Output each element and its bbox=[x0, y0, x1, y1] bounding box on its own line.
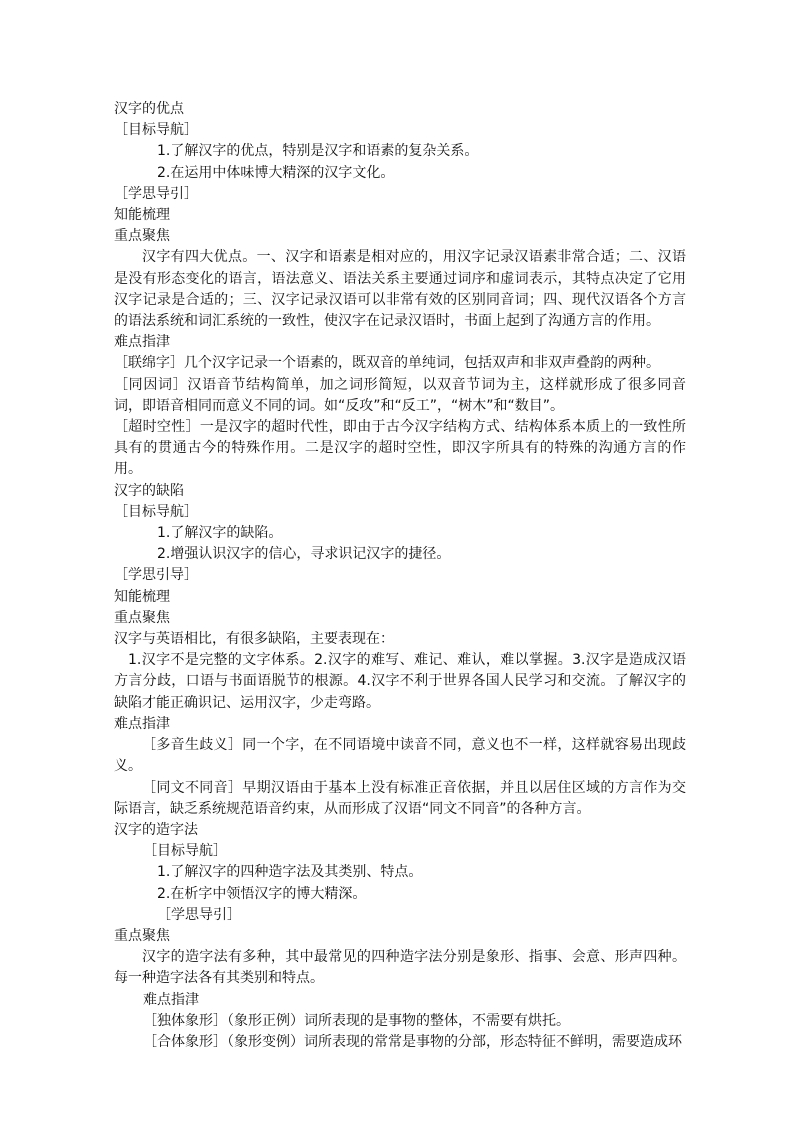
focus-heading: 重点聚焦 bbox=[114, 228, 170, 245]
section-title-advantages: 汉字的优点 bbox=[114, 101, 184, 117]
target-navigation-heading: ［目标导航］ bbox=[114, 122, 198, 139]
goal-item: 1.了解汉字的优点，特别是汉字和语素的复杂关系。 bbox=[157, 143, 479, 160]
section-title-defects: 汉字的缺陷 bbox=[114, 482, 184, 499]
study-guide-heading: ［学思导引］ bbox=[114, 185, 198, 202]
goal-item: 2.在运用中体味博大精深的汉字文化。 bbox=[157, 164, 395, 181]
study-guide-heading: ［学思引导］ bbox=[114, 567, 198, 584]
knowledge-heading: 知能梳理 bbox=[114, 207, 170, 224]
goal-item: 1.了解汉字的四种造字法及其类别、特点。 bbox=[157, 864, 423, 881]
difficulty-heading: 难点指津 bbox=[114, 715, 170, 732]
focus-paragraph: 汉字的造字法有多种，其中最常见的四种造字法分别是象形、指事、会意、形声四种。每一种造字法各有其类别和特点。 bbox=[114, 949, 686, 987]
difficulty-item: ［同文不同音］早期汉语由于基本上没有标准正音依据，并且以居住区域的方言作为交际语言，缺乏系统规范语音约束，从而形成了汉语“同文不同音”的各种方言。 bbox=[114, 779, 686, 817]
difficulty-heading: 难点指津 bbox=[143, 991, 199, 1008]
focus-points-paragraph: 1.汉字不是完整的文字体系。2.汉字的难写、难记、难认，难以掌握。3.汉字是造成汉语方言分歧，口语与书面语脱节的根源。4.汉字不利于世界各国人民学习和交流。了解汉字的缺陷才能正确识记、运用汉字，少走弯路。 bbox=[114, 652, 686, 711]
goal-item: 1.了解汉字的缺陷。 bbox=[157, 525, 283, 542]
target-navigation-heading: ［目标导航］ bbox=[143, 843, 227, 860]
document-page bbox=[114, 99, 686, 1053]
focus-intro: 汉字与英语相比，有很多缺陷，主要表现在： bbox=[114, 631, 394, 648]
section-title-formation: 汉字的造字法 bbox=[114, 821, 198, 838]
difficulty-item: ［超时空性］一是汉字的超时代性，即由于古今汉字结构方式、结构体系本质上的一致性所具有的贯通古今的特殊作用。二是汉字的超时空性，即汉字所具有的特殊的沟通方言的作用。 bbox=[114, 419, 686, 478]
difficulty-item: ［独体象形］（象形正例）词所表现的是事物的整体，不需要有烘托。 bbox=[143, 1012, 570, 1029]
difficulty-item: ［多音生歧义］同一个字，在不同语境中读音不同，意义也不一样，这样就容易出现歧义。 bbox=[114, 737, 686, 775]
knowledge-heading: 知能梳理 bbox=[114, 588, 170, 605]
difficulty-item: ［联绵字］几个汉字记录一个语素的，既双音的单纯词，包括双声和非双声叠韵的两种。 bbox=[114, 355, 660, 372]
difficulty-heading: 难点指津 bbox=[114, 334, 170, 351]
target-navigation-heading: ［目标导航］ bbox=[114, 503, 198, 520]
difficulty-item: ［合体象形］（象形变例）词所表现的常常是事物的分部，形态特征不鲜明，需要造成环 bbox=[143, 1033, 682, 1050]
goal-item: 2.增强认识汉字的信心，寻求识记汉字的捷径。 bbox=[157, 546, 451, 563]
focus-paragraph: 汉字有四大优点。一、汉字和语素是相对应的，用汉字记录汉语素非常合适；二、汉语是没有形态变化的语言，语法意义、语法关系主要通过词序和虚词表示，其特点决定了它用汉字记录是合适的；三、汉字记录汉语可以非常有效的区别同音词；四、现代汉语各个方言的语法系统和词汇系统的一致性，使汉字在记录汉语时，书面上起到了沟通方言的作用。 bbox=[114, 249, 686, 330]
focus-heading: 重点聚焦 bbox=[114, 927, 170, 944]
focus-heading: 重点聚焦 bbox=[114, 609, 170, 626]
difficulty-item: ［同因词］汉语音节结构简单，加之词形简短，以双音节词为主，这样就形成了很多同音词，即语音相同而意义不同的词。如“反攻”和“反工”，“树木”和“数目”。 bbox=[114, 376, 686, 414]
study-guide-heading: ［学思导引］ bbox=[157, 906, 241, 923]
goal-item: 2.在析字中领悟汉字的博大精深。 bbox=[157, 885, 367, 902]
